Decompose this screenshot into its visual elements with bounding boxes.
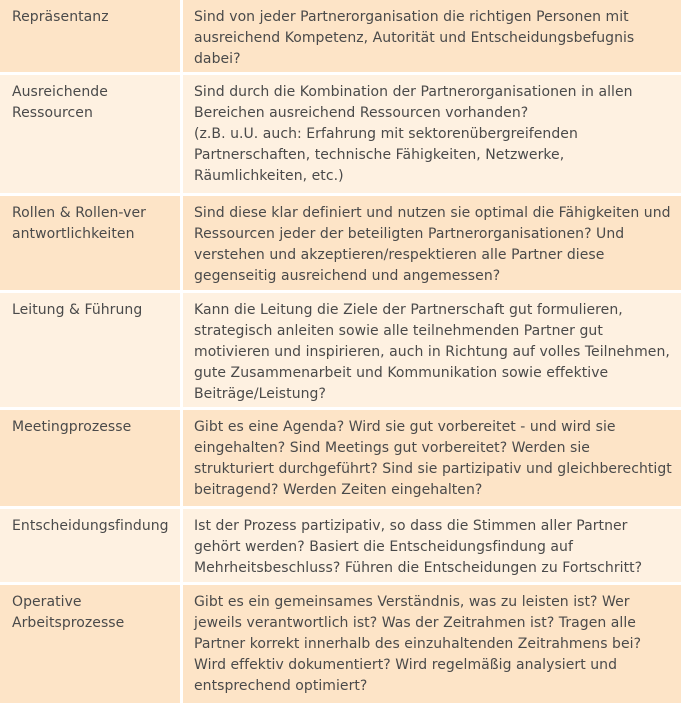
table-row [0, 410, 681, 509]
criterion-label [0, 196, 183, 290]
criterion-label-text: Rollen & Rollen-verantwortlichkeiten [12, 205, 146, 242]
table-row [0, 585, 681, 703]
criterion-question: Kann die Leitung die Ziele der Partnerschaft gut formulieren, strategisch anleiten sowie alle teilnehmenden Partner gut motivieren und inspirieren, auch in Richtung auf volles Teilnehmen, gute Zusammenarbeit und Kommunikation sowie effektive Beiträge/Leistung? [194, 302, 670, 402]
criterion-label [0, 585, 183, 703]
criterion-question: Ist der Prozess partizipativ, so dass die Stimmen aller Partner gehört werden? Basiert die Entscheidungsfindung auf Mehrheitsbeschluss? Führen die Entscheidungen zu Fortschritt? [194, 518, 643, 576]
criterion-label-text: Ausreichende Ressourcen [12, 84, 108, 121]
criterion-note: (z.B. u.U. auch: Erfahrung mit sektorenübergreifenden Partnerschaften, technische Fähigkeiten, Netzwerke, Räumlichkeiten, etc.) [194, 126, 578, 184]
criterion-question [183, 75, 681, 193]
table-row [0, 293, 681, 410]
table-row [0, 0, 681, 75]
criterion-label-text: Operative Arbeitsprozesse [12, 594, 125, 631]
criterion-label: Repräsentanz [0, 0, 183, 72]
criterion-question: Sind von jeder Partnerorganisation die richtigen Personen mit ausreichend Kompetenz, Autorität und Entscheidungsbefugnis dabei? [194, 9, 635, 67]
table-row [0, 509, 681, 585]
criterion-question: Sind diese klar definiert und nutzen sie optimal die Fähigkeiten und Ressourcen jeder der beteiligten Partnerorganisationen? Und verstehen und akzeptieren/respektieren alle Partner diese gegenseitig ausreichend und angemessen? [194, 205, 671, 284]
criterion-label [0, 75, 183, 193]
criterion-question: Gibt es ein gemeinsames Verständnis, was zu leisten ist? Wer jeweils verantwortlich ist? Was der Zeitrahmen ist? Tragen alle Partner korrekt innerhalb des einzuhaltenden Zeitrahmens bei? Wird effektiv dokumentiert? Wird regelmäßig analysiert und entsprechend optimiert? [194, 594, 642, 694]
criterion-question: Gibt es eine Agenda? Wird sie gut vorbereitet - und wird sie eingehalten? Sind Meetings gut vorbereitet? Werden sie strukturiert durchgeführt? Sind sie partizipativ und gleichberechtigt beitragend? Werden Zeiten eingehalten? [194, 419, 672, 498]
table-row [0, 196, 681, 293]
criterion-question-text: Sind durch die Kombination der Partnerorganisationen in allen Bereichen ausreichend Ressourcen vorhanden? [194, 84, 633, 121]
criterion-label: Meetingprozesse [0, 410, 183, 506]
criterion-label: Leitung & Führung [0, 293, 183, 407]
table-row [0, 75, 681, 196]
criterion-label: Entscheidungsfindung [0, 509, 183, 582]
